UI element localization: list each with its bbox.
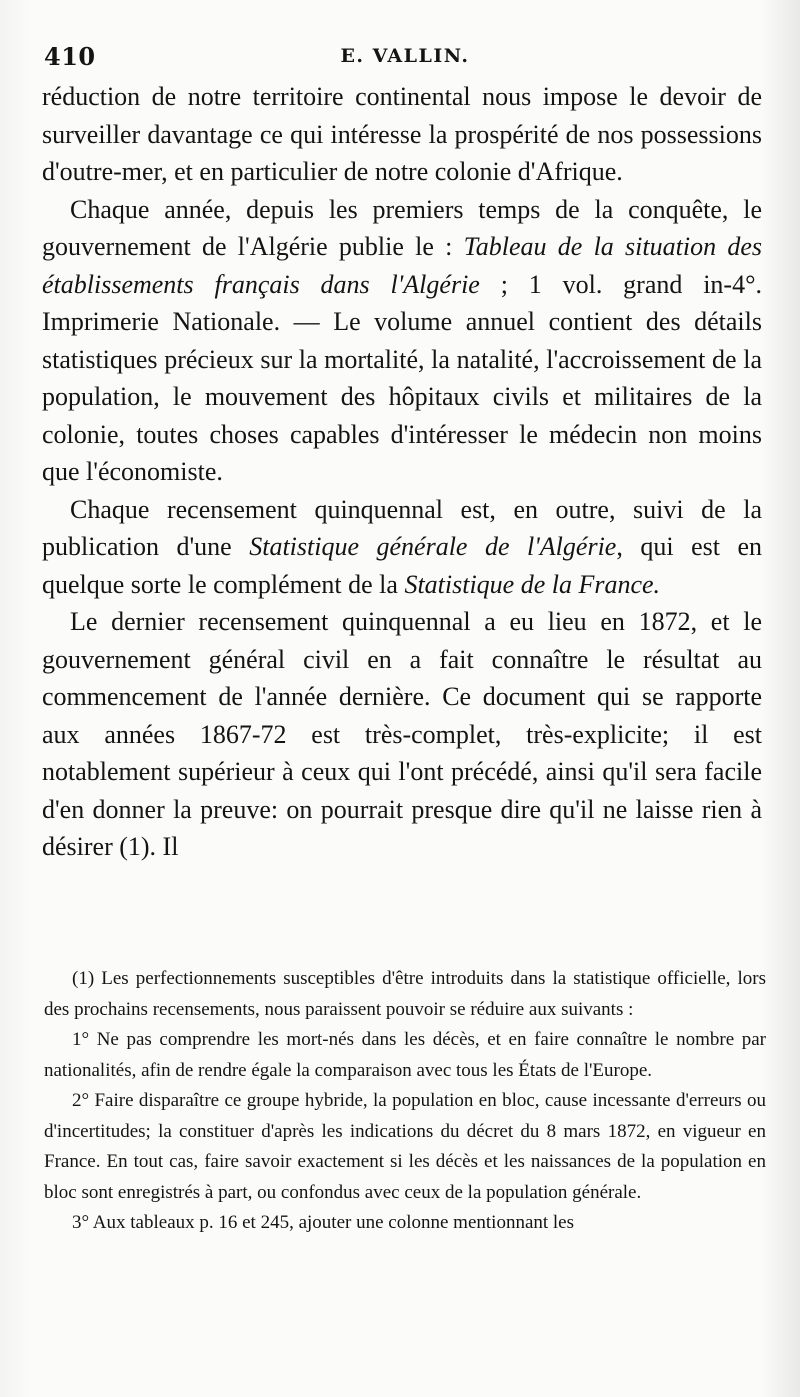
paragraph-2-end: ; 1 vol. grand in-4°. Imprimerie Nationale. — Le volume annuel contient des détails statistiques précieux sur la mortalité, la natalité, l'accroissement de la population, le mouvement des hôpitaux civils et militaires de la colonie, toutes choses capables d'intéresser le médecin non moins que l'économiste.	[42, 269, 762, 486]
paragraph-1: réduction de notre territoire continental nous impose le devoir de surveiller davantage ce qui intéresse la prospérité de nos possessions d'outre-mer, et en particulier de notre colonie d'Afrique.	[42, 82, 762, 186]
paragraph-4: Le dernier recensement quinquennal a eu lieu en 1872, et le gouvernement général civil en a fait connaître le résultat au commencement de l'année dernière. Ce document qui se rapporte aux années 1867-72 est très-complet, très-explicite; il est notablement supérieur à ceux qui l'ont précédé, ainsi qu'il sera facile d'en donner la preuve: on pourrait presque dire qu'il ne laisse rien à désirer (1). Il	[42, 607, 762, 861]
paragraph-3-middle: , qui est en quelque sorte le complément de la	[42, 532, 762, 599]
cited-title-statistique-algerie: Statistique générale de l'Algérie	[249, 532, 617, 561]
running-title: E. VALLIN.	[340, 45, 470, 67]
page-header	[44, 38, 766, 74]
footnote-item-1: 1° Ne pas comprendre les mort-nés dans les décès, et en faire connaître le nombre par nationalités, afin de rendre égale la comparaison avec tous les États de l'Europe.	[44, 1029, 766, 1081]
paragraph-3	[42, 491, 762, 604]
cited-title-statistique-france: Statistique de la France.	[404, 569, 661, 599]
paragraph-2	[42, 191, 762, 491]
main-text	[42, 78, 762, 866]
cited-title-tableau: Tableau de la situation des établissements français dans l'Algérie	[42, 232, 762, 299]
paragraph-2-start: Chaque année, depuis les premiers temps de la conquête, le gouvernement de l'Algérie publie le :	[42, 194, 762, 261]
page-number: 410	[44, 42, 96, 71]
footnote-item-2: 2° Faire disparaître ce groupe hybride, la population en bloc, cause incessante d'erreurs ou d'incertitudes; la constituer d'après les indications du décret du 8 mars 1872, en vigueur en France. En tout cas, faire savoir exactement si les décès et les naissances de la population en bloc sont enregistrés à part, ou confondus avec ceux de la population générale.	[44, 1090, 766, 1203]
paragraph-3-start: Chaque recensement quinquennal est, en outre, suivi de la publication d'une	[42, 494, 762, 561]
footnote-1: (1) Les perfectionnements susceptibles d'être introduits dans la statistique officielle, lors des prochains recensements, nous paraissent pouvoir se réduire aux suivants :	[44, 968, 766, 1020]
footnote-item-3: 3° Aux tableaux p. 16 et 245, ajouter une colonne mentionnant les	[72, 1212, 575, 1233]
footnotes	[44, 964, 766, 1239]
